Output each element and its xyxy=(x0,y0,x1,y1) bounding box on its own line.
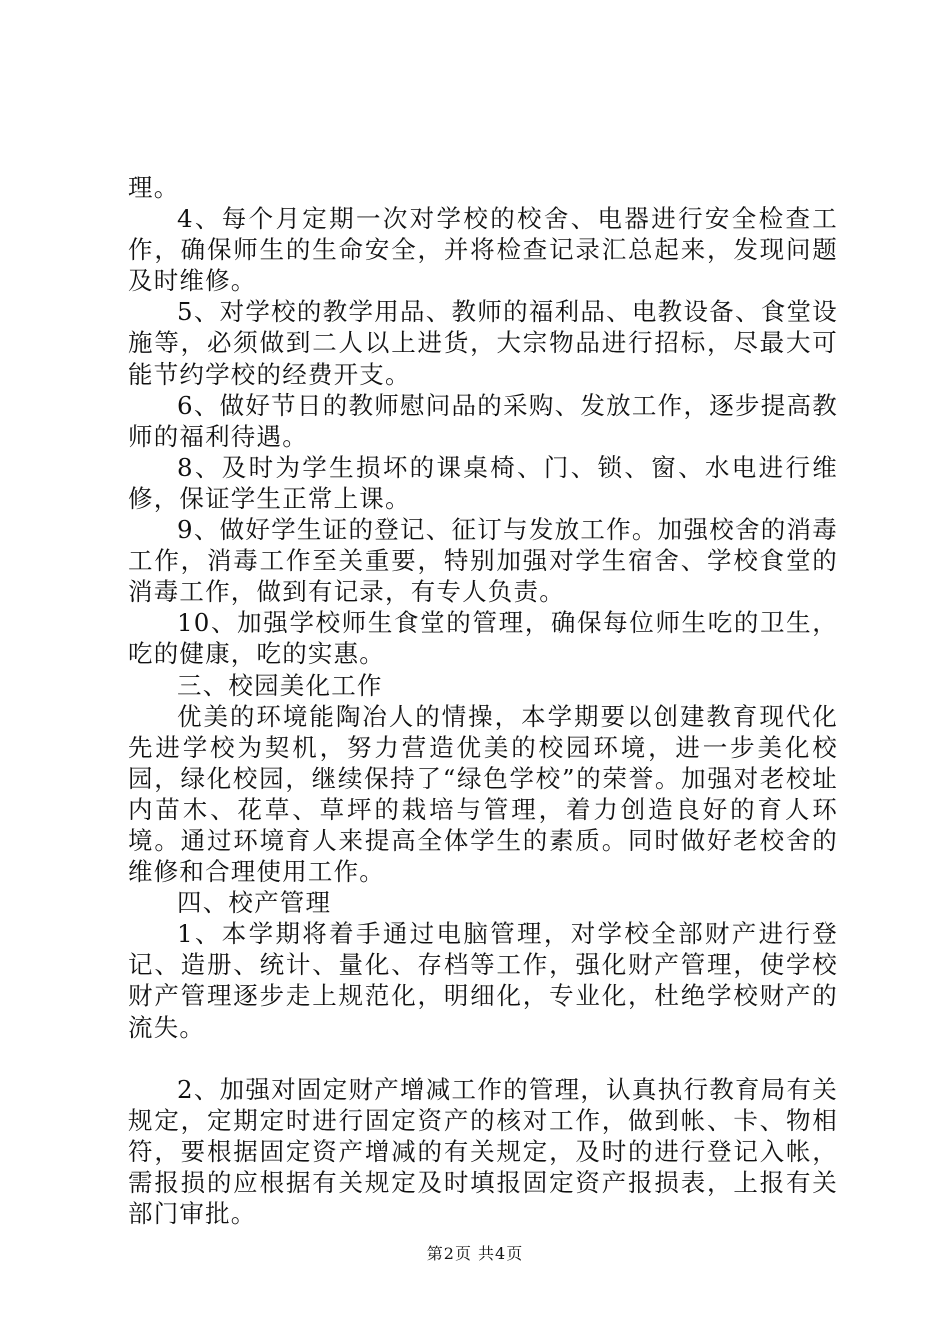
paragraph-item-9: 9、做好学生证的登记、征订与发放工作。加强校舍的消毒工作，消毒工作至关重要，特别加强对学生宿舍、学校食堂的消毒工作，做到有记录，有专人负责。 xyxy=(128,515,838,607)
paragraph-item-10: 10、加强学校师生食堂的管理，确保每位师生吃的卫生，吃的健康，吃的实惠。 xyxy=(128,608,838,669)
paragraph-property-item-2: 2、加强对固定财产增减工作的管理，认真执行教育局有关规定，定期定时进行固定资产的核对工作，做到帐、卡、物相符，要根据固定资产增减的有关规定，及时的进行登记入帐，需报损的应根据有关规定及时填报固定资产报损表，上报有关部门审批。 xyxy=(128,1074,838,1228)
section-heading-campus-beautification: 三、校园美化工作 xyxy=(177,670,383,700)
document-body xyxy=(128,172,838,1229)
paragraph-item-6: 6、做好节日的教师慰问品的采购、发放工作，逐步提高教师的福利待遇。 xyxy=(128,390,838,451)
paragraph-item-8: 8、及时为学生损坏的课桌椅、门、锁、窗、水电进行维修，保证学生正常上课。 xyxy=(128,452,838,513)
paragraph-item-5: 5、对学校的教学用品、教师的福利品、电教设备、食堂设施等，必须做到二人以上进货，大宗物品进行招标，尽最大可能节约学校的经费开支。 xyxy=(128,297,838,389)
paragraph-campus-environment: 优美的环境能陶冶人的情操，本学期要以创建教育现代化先进学校为契机，努力营造优美的校园环境，进一步美化校园，绿化校园，继续保持了“绿色学校”的荣誉。加强对老校址内苗木、花草、草坪的栽培与管理，着力创造良好的育人环境。通过环境育人来提高全体学生的素质。同时做好老校舍的维修和合理使用工作。 xyxy=(128,701,838,887)
paragraph-property-item-1: 1、本学期将着手通过电脑管理，对学校全部财产进行登记、造册、统计、量化、存档等工作，强化财产管理，使学校财产管理逐步走上规范化，明细化，专业化，杜绝学校财产的流失。 xyxy=(128,919,838,1042)
section-heading-school-property: 四、校产管理 xyxy=(177,888,332,918)
page-footer: 第2页 共4页 xyxy=(426,1244,524,1263)
paragraph-item-4: 4、每个月定期一次对学校的校舍、电器进行安全检查工作，确保师生的生命安全，并将检查记录汇总起来，发现问题及时维修。 xyxy=(128,204,838,296)
paragraph-continuation: 理。 xyxy=(128,173,180,202)
